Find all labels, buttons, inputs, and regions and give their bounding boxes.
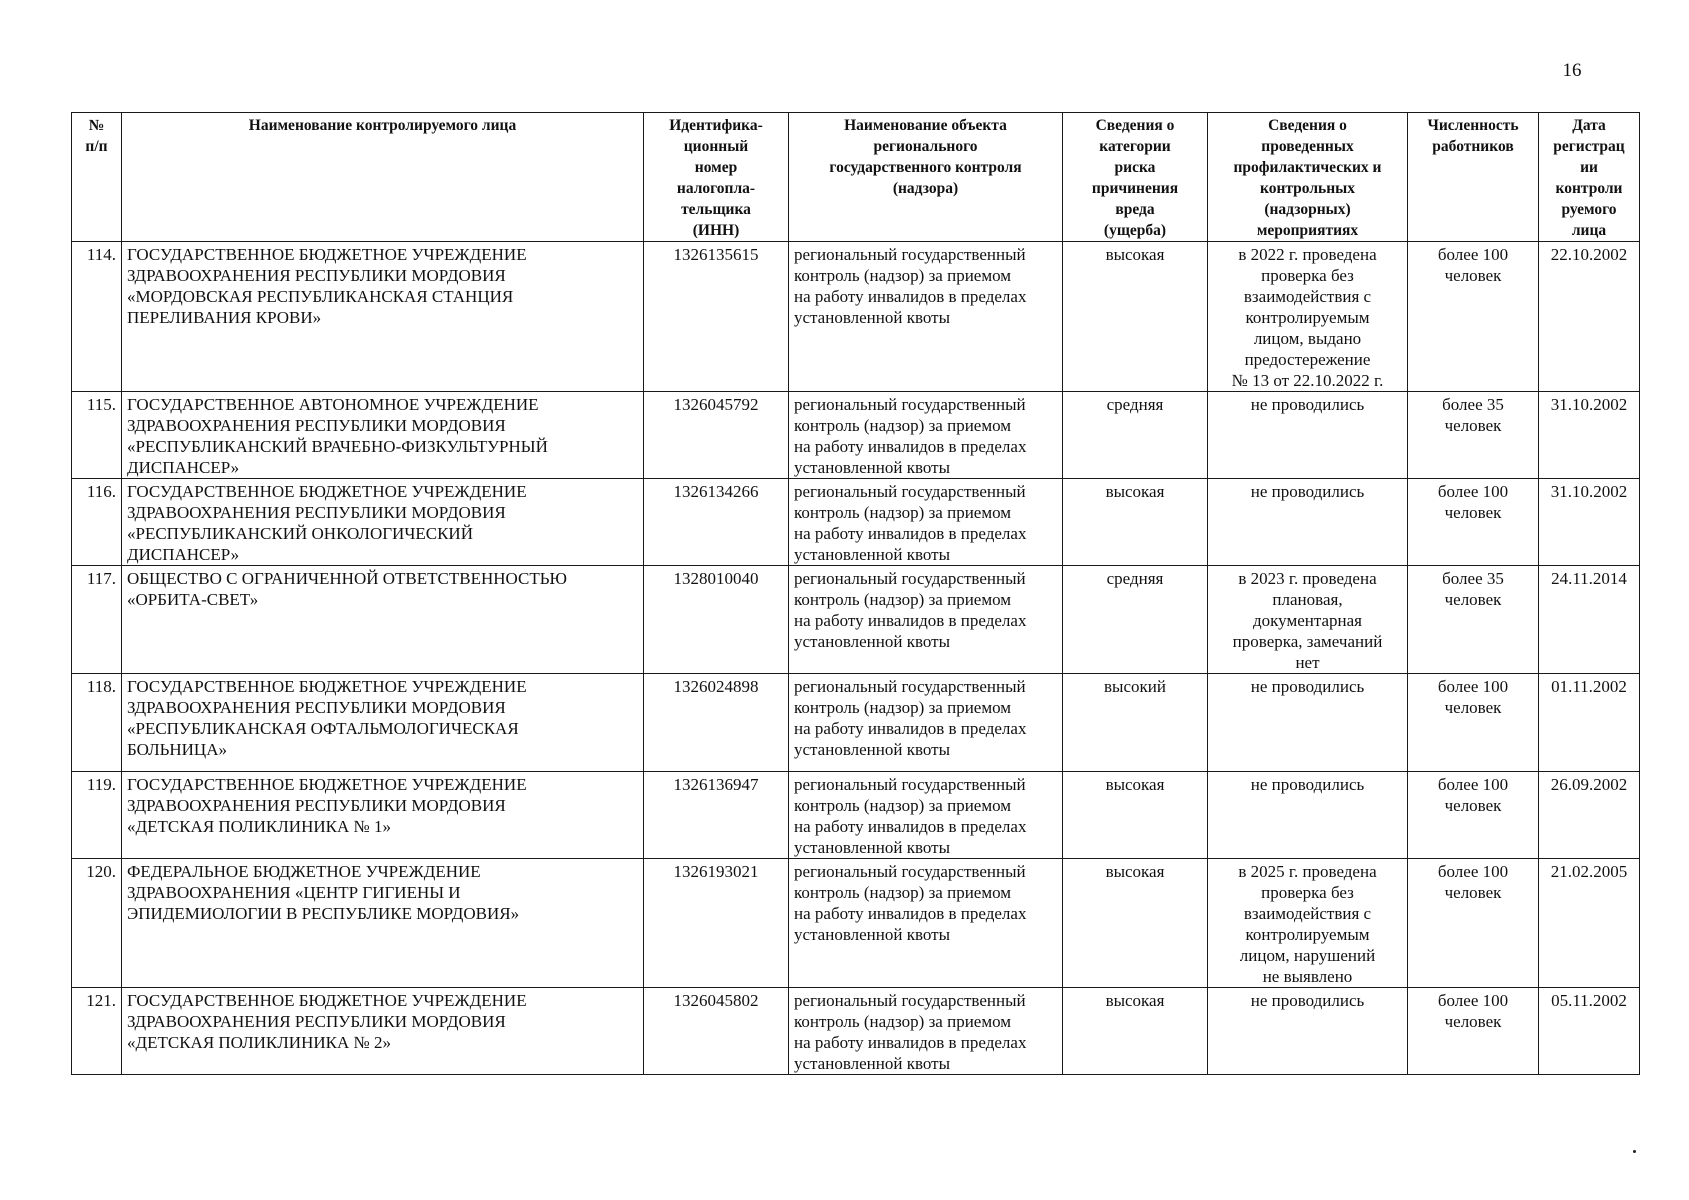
registration-date: 24.11.2014 (1539, 566, 1640, 674)
staff-count-line: более 100 (1437, 482, 1509, 501)
staff-count-line: более 100 (1437, 677, 1509, 696)
control-object (789, 479, 1063, 566)
header-num-line: № (88, 117, 105, 134)
inspection-info-line: не проводились (1250, 991, 1365, 1010)
organization-name-line: ДИСПАНСЕР» (127, 545, 240, 564)
staff-count-line: более 100 (1437, 775, 1509, 794)
staff-count-line: человек (1444, 883, 1502, 902)
organization-name-line: «МОРДОВСКАЯ РЕСПУБЛИКАНСКАЯ СТАНЦИЯ (127, 287, 514, 306)
inspection-info-line: № 13 от 22.10.2022 г. (1231, 371, 1384, 390)
organization-name (122, 772, 644, 859)
table-row (72, 674, 1640, 772)
organization-name-line: «ОРБИТА-СВЕТ» (127, 590, 259, 609)
control-object-line: контроль (надзор) за приемом (794, 883, 1012, 902)
control-object-line: контроль (надзор) за приемом (794, 1012, 1012, 1031)
organization-name-line: ЗДРАВООХРАНЕНИЯ РЕСПУБЛИКИ МОРДОВИЯ (127, 1012, 506, 1031)
control-object-line: установленной квоты (794, 925, 950, 944)
organization-name (122, 674, 644, 772)
inspection-info (1208, 772, 1408, 859)
row-number: 120. (72, 859, 122, 988)
control-object (789, 242, 1063, 392)
control-object-line: региональный государственный (794, 991, 1026, 1010)
organization-name-line: ГОСУДАРСТВЕННОЕ БЮДЖЕТНОЕ УЧРЕЖДЕНИЕ (127, 775, 527, 794)
inspection-info (1208, 479, 1408, 566)
header-date-line: регистрац (1553, 138, 1625, 155)
table-body (72, 242, 1640, 1075)
header-name (122, 113, 644, 242)
header-events-line: контрольных (1259, 180, 1356, 197)
organization-name-line: «РЕСПУБЛИКАНСКИЙ ВРАЧЕБНО-ФИЗКУЛЬТУРНЫЙ (127, 437, 548, 456)
organization-name-line: ГОСУДАРСТВЕННОЕ БЮДЖЕТНОЕ УЧРЕЖДЕНИЕ (127, 991, 527, 1010)
control-object-line: установленной квоты (794, 632, 950, 651)
header-inn-line: тельщика (681, 201, 751, 218)
row-number: 119. (72, 772, 122, 859)
risk-category: высокий (1063, 674, 1208, 772)
inspection-info (1208, 242, 1408, 392)
organization-name-line: ЗДРАВООХРАНЕНИЯ РЕСПУБЛИКИ МОРДОВИЯ (127, 503, 506, 522)
header-date-line: лица (1571, 222, 1607, 239)
organization-name-line: ГОСУДАРСТВЕННОЕ БЮДЖЕТНОЕ УЧРЕЖДЕНИЕ (127, 245, 527, 264)
staff-count (1408, 772, 1539, 859)
inn-value: 1326045802 (644, 988, 789, 1075)
staff-count-line: человек (1444, 698, 1502, 717)
staff-count (1408, 392, 1539, 479)
registration-date: 05.11.2002 (1539, 988, 1640, 1075)
control-object-line: на работу инвалидов в пределах (794, 904, 1027, 923)
inspection-info-line: в 2025 г. проведена (1238, 862, 1377, 881)
inn-value: 1326045792 (644, 392, 789, 479)
control-object-line: установленной квоты (794, 545, 950, 564)
inspection-info-line: лицом, выдано (1253, 329, 1362, 348)
control-object-line: региональный государственный (794, 677, 1026, 696)
inspection-info-line: взаимодействия с (1243, 904, 1372, 923)
organization-name (122, 859, 644, 988)
organization-name-line: ДИСПАНСЕР» (127, 458, 240, 477)
control-object-line: контроль (надзор) за приемом (794, 266, 1012, 285)
table-header (72, 113, 1640, 242)
control-object-line: контроль (надзор) за приемом (794, 503, 1012, 522)
inspection-info-line: документарная (1253, 611, 1362, 630)
inn-value: 1326136947 (644, 772, 789, 859)
organization-name-line: «ДЕТСКАЯ ПОЛИКЛИНИКА № 2» (127, 1033, 391, 1052)
header-object-line: Наименование объекта (844, 117, 1007, 134)
organization-name-line: ЗДРАВООХРАНЕНИЯ РЕСПУБЛИКИ МОРДОВИЯ (127, 416, 506, 435)
header-events-line: проведенных (1261, 138, 1354, 155)
risk-category: средняя (1063, 566, 1208, 674)
inn-value: 1326024898 (644, 674, 789, 772)
header-events-line: профилактических и (1233, 159, 1382, 176)
inspection-info (1208, 674, 1408, 772)
header-risk-line: категории (1099, 138, 1171, 155)
organization-name (122, 392, 644, 479)
control-object-line: установленной квоты (794, 838, 950, 857)
organization-name-line: ГОСУДАРСТВЕННОЕ БЮДЖЕТНОЕ УЧРЕЖДЕНИЕ (127, 482, 527, 501)
inn-value: 1326135615 (644, 242, 789, 392)
inspection-info (1208, 392, 1408, 479)
staff-count-line: человек (1444, 796, 1502, 815)
inspection-info (1208, 988, 1408, 1075)
control-object-line: на работу инвалидов в пределах (794, 611, 1027, 630)
risk-category: средняя (1063, 392, 1208, 479)
inspection-info-line: нет (1295, 653, 1320, 672)
control-object (789, 772, 1063, 859)
inspection-info-line: проверка, замечаний (1232, 632, 1383, 651)
header-date-line: руемого (1561, 201, 1617, 218)
header-staff-line: работников (1432, 138, 1514, 155)
inspection-info-line: не проводились (1250, 395, 1365, 414)
inspection-info-line: в 2023 г. проведена (1238, 569, 1377, 588)
row-number: 121. (72, 988, 122, 1075)
control-object-line: региональный государственный (794, 482, 1026, 501)
organization-name-line: ПЕРЕЛИВАНИЯ КРОВИ» (127, 308, 322, 327)
organization-name (122, 242, 644, 392)
header-inn-line: ционный (683, 138, 749, 155)
inn-value: 1328010040 (644, 566, 789, 674)
inspection-info (1208, 566, 1408, 674)
inspection-info-line: не проводились (1250, 677, 1365, 696)
header-inn (644, 113, 789, 242)
control-object-line: контроль (надзор) за приемом (794, 590, 1012, 609)
header-risk-line: причинения (1091, 180, 1179, 197)
staff-count-line: более 100 (1437, 245, 1509, 264)
control-object (789, 392, 1063, 479)
staff-count-line: человек (1444, 1012, 1502, 1031)
header-risk (1063, 113, 1208, 242)
control-object-line: контроль (надзор) за приемом (794, 416, 1012, 435)
header-name-line: Наименование контролируемого лица (248, 117, 517, 134)
row-number: 118. (72, 674, 122, 772)
header-events (1208, 113, 1408, 242)
staff-count (1408, 242, 1539, 392)
staff-count-line: более 35 (1442, 395, 1504, 414)
risk-category: высокая (1063, 479, 1208, 566)
header-inn-line: Идентифика- (669, 117, 763, 134)
risk-category: высокая (1063, 988, 1208, 1075)
control-object-line: на работу инвалидов в пределах (794, 1033, 1027, 1052)
organization-name (122, 566, 644, 674)
registry-table (71, 112, 1640, 1075)
staff-count-line: человек (1444, 590, 1502, 609)
organization-name-line: ГОСУДАРСТВЕННОЕ БЮДЖЕТНОЕ УЧРЕЖДЕНИЕ (127, 677, 527, 696)
organization-name-line: ОБЩЕСТВО С ОГРАНИЧЕННОЙ ОТВЕТСТВЕННОСТЬЮ (127, 569, 567, 588)
header-object-line: регионального (873, 138, 978, 155)
registration-date: 31.10.2002 (1539, 392, 1640, 479)
header-events-line: (надзорных) (1264, 201, 1351, 218)
header-inn-line: номер (694, 159, 738, 176)
staff-count-line: человек (1444, 503, 1502, 522)
control-object (789, 674, 1063, 772)
table-row (72, 988, 1640, 1075)
registration-date: 01.11.2002 (1539, 674, 1640, 772)
control-object-line: на работу инвалидов в пределах (794, 524, 1027, 543)
inspection-info-line: проверка без (1261, 883, 1354, 902)
inspection-info-line: контролируемым (1245, 925, 1370, 944)
organization-name-line: ЗДРАВООХРАНЕНИЯ РЕСПУБЛИКИ МОРДОВИЯ (127, 266, 506, 285)
organization-name-line: ЗДРАВООХРАНЕНИЯ РЕСПУБЛИКИ МОРДОВИЯ (127, 698, 506, 717)
registration-date: 31.10.2002 (1539, 479, 1640, 566)
header-num (72, 113, 122, 242)
table-row (72, 479, 1640, 566)
inspection-info-line: в 2022 г. проведена (1238, 245, 1377, 264)
inspection-info-line: контролируемым (1245, 308, 1370, 327)
control-object-line: на работу инвалидов в пределах (794, 719, 1027, 738)
staff-count (1408, 988, 1539, 1075)
staff-count (1408, 674, 1539, 772)
page-number: 16 (1562, 60, 1582, 81)
organization-name-line: ЗДРАВООХРАНЕНИЯ «ЦЕНТР ГИГИЕНЫ И (127, 883, 461, 902)
staff-count (1408, 479, 1539, 566)
header-object-line: (надзора) (892, 180, 959, 197)
organization-name-line: ГОСУДАРСТВЕННОЕ АВТОНОМНОЕ УЧРЕЖДЕНИЕ (127, 395, 539, 414)
staff-count-line: более 100 (1437, 862, 1509, 881)
staff-count (1408, 566, 1539, 674)
control-object-line: на работу инвалидов в пределах (794, 287, 1027, 306)
staff-count (1408, 859, 1539, 988)
organization-name-line: ЭПИДЕМИОЛОГИИ В РЕСПУБЛИКЕ МОРДОВИЯ» (127, 904, 520, 923)
table-row (72, 859, 1640, 988)
control-object-line: на работу инвалидов в пределах (794, 817, 1027, 836)
row-number: 115. (72, 392, 122, 479)
control-object-line: установленной квоты (794, 458, 950, 477)
control-object-line: региональный государственный (794, 395, 1026, 414)
staff-count-line: более 100 (1437, 991, 1509, 1010)
control-object-line: установленной квоты (794, 1054, 950, 1073)
control-object-line: региональный государственный (794, 569, 1026, 588)
inspection-info-line: взаимодействия с (1243, 287, 1372, 306)
organization-name-line: «ДЕТСКАЯ ПОЛИКЛИНИКА № 1» (127, 817, 391, 836)
organization-name (122, 988, 644, 1075)
header-risk-line: (ущерба) (1103, 222, 1167, 239)
header-events-line: мероприятиях (1256, 222, 1359, 239)
organization-name-line: «РЕСПУБЛИКАНСКАЯ ОФТАЛЬМОЛОГИЧЕСКАЯ (127, 719, 519, 738)
header-inn-line: налогопла- (676, 180, 756, 197)
control-object-line: контроль (надзор) за приемом (794, 796, 1012, 815)
organization-name-line: ФЕДЕРАЛЬНОЕ БЮДЖЕТНОЕ УЧРЕЖДЕНИЕ (127, 862, 481, 881)
table-row (72, 242, 1640, 392)
header-num-line: п/п (85, 138, 108, 155)
header-staff (1408, 113, 1539, 242)
organization-name-line: «РЕСПУБЛИКАНСКИЙ ОНКОЛОГИЧЕСКИЙ (127, 524, 473, 543)
staff-count-line: человек (1444, 416, 1502, 435)
header-object-line: государственного контроля (829, 159, 1022, 176)
control-object (789, 988, 1063, 1075)
risk-category: высокая (1063, 859, 1208, 988)
control-object-line: контроль (надзор) за приемом (794, 698, 1012, 717)
risk-category: высокая (1063, 242, 1208, 392)
header-risk-line: вреда (1115, 201, 1155, 218)
control-object (789, 566, 1063, 674)
control-object-line: установленной квоты (794, 308, 950, 327)
inspection-info-line: не выявлено (1262, 967, 1353, 986)
header-date-line: Дата (1572, 117, 1606, 134)
table-row (72, 392, 1640, 479)
staff-count-line: более 35 (1442, 569, 1504, 588)
inspection-info-line: предостережение (1244, 350, 1371, 369)
header-risk-line: риска (1114, 159, 1156, 176)
header-object (789, 113, 1063, 242)
row-number: 117. (72, 566, 122, 674)
registration-date: 22.10.2002 (1539, 242, 1640, 392)
inspection-info-line: плановая, (1272, 590, 1343, 609)
control-object-line: региональный государственный (794, 775, 1026, 794)
inspection-info (1208, 859, 1408, 988)
registration-date: 26.09.2002 (1539, 772, 1640, 859)
header-risk-line: Сведения о (1095, 117, 1175, 134)
header-inn-line: (ИНН) (692, 222, 740, 239)
control-object-line: региональный государственный (794, 862, 1026, 881)
inspection-info-line: проверка без (1261, 266, 1354, 285)
inspection-info-line: не проводились (1250, 775, 1365, 794)
inn-value: 1326134266 (644, 479, 789, 566)
header-date-line: ии (1580, 159, 1598, 176)
header-date-line: контроли (1555, 180, 1623, 197)
control-object-line: региональный государственный (794, 245, 1026, 264)
header-events-line: Сведения о (1268, 117, 1347, 134)
control-object-line: на работу инвалидов в пределах (794, 437, 1027, 456)
row-number: 114. (72, 242, 122, 392)
risk-category: высокая (1063, 772, 1208, 859)
control-object-line: установленной квоты (794, 740, 950, 759)
header-staff-line: Численность (1427, 117, 1519, 134)
table-row (72, 772, 1640, 859)
organization-name (122, 479, 644, 566)
scan-speck (1633, 1150, 1636, 1153)
header-date (1539, 113, 1640, 242)
inn-value: 1326193021 (644, 859, 789, 988)
inspection-info-line: не проводились (1250, 482, 1365, 501)
table-row (72, 566, 1640, 674)
organization-name-line: БОЛЬНИЦА» (127, 740, 227, 759)
inspection-info-line: лицом, нарушений (1239, 946, 1376, 965)
row-number: 116. (72, 479, 122, 566)
control-object (789, 859, 1063, 988)
staff-count-line: человек (1444, 266, 1502, 285)
registration-date: 21.02.2005 (1539, 859, 1640, 988)
organization-name-line: ЗДРАВООХРАНЕНИЯ РЕСПУБЛИКИ МОРДОВИЯ (127, 796, 506, 815)
